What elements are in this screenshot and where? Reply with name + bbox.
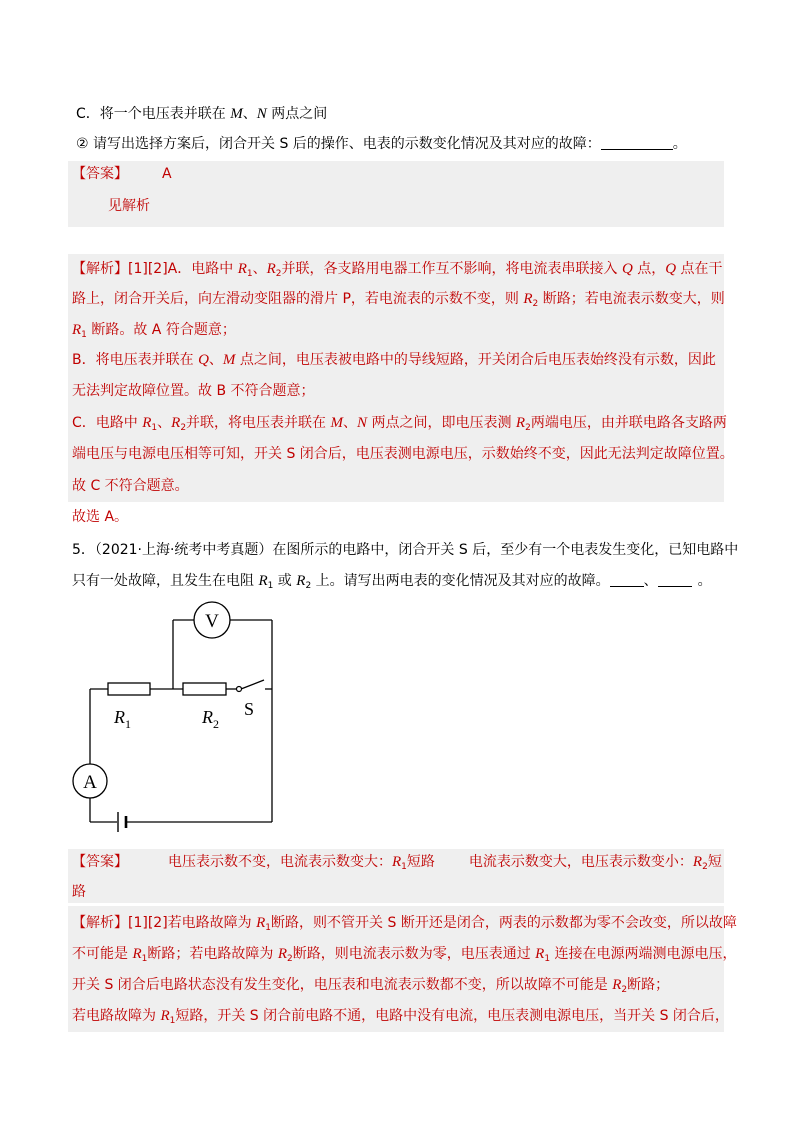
q5-answer-line [72, 852, 722, 872]
q5-stem-line-2: 只有一处故障，且发生在电阻 $R_1$ 或 $R_2$ 上。请写出两电表的变化情况及其对应的故障。 、 。 [72, 573, 712, 591]
q4-analysis-line-4: B．将电压表并联在 Q、M 点之间，电压表被电路中的导线短路，开关闭合后电压表始终没有示数，因此 [72, 352, 716, 368]
q5-answer-line-2: 路 [72, 884, 86, 900]
q5-stem-line-1: 5．（2021·上海·统考中考真题）在图所示的电路中，闭合开关 S 后，至少有一个电表发生变化，已知电路中 [72, 542, 739, 558]
q4-analysis-line-2: 路上，闭合开关后，向左滑动变阻器的滑片 P，若电流表的示数不变，则 $R_2$ 断路；若电流表示数变大，则 [72, 291, 725, 309]
q4-analysis-line-7: 端电压与电源电压相等可知，开关 S 闭合后，电压表测电源电压，示数始终不变，因此无法判定故障位置。 [72, 446, 734, 462]
label-r2: $R_2$ [202, 707, 219, 731]
q4-analysis-line-3: $R_1$ 断路。故 A 符合题意； [72, 322, 236, 340]
answer-value-2: 见解析 [108, 198, 150, 214]
resistor-r1 [108, 683, 150, 695]
q4-answer-line [72, 164, 172, 184]
q4-option-c: C．将一个电压表并联在 M、N 两点之间 [76, 106, 328, 122]
q5-analysis-line-4: 若电路故障为 $R_1$短路，开关 S 闭合前电路不通，电路中没有电流，电压表测电源电压，当开关 S 闭合后， [72, 1008, 729, 1026]
voltmeter [194, 602, 230, 638]
answer-blank-2[interactable] [658, 572, 692, 587]
q5-analysis-line-3: 开关 S 闭合后电路状态没有发生变化，电压表和电流表示数都不变，所以故障不可能是 $R_2$断路； [72, 977, 670, 995]
analysis-tag: 【解析】 [72, 261, 128, 277]
label-r1: $R_1$ [114, 707, 131, 731]
label-switch: S [244, 699, 255, 719]
answer-value-1: A [162, 166, 172, 182]
q5-analysis-line-1: 【解析】[1][2]若电路故障为 $R_1$断路，则不管开关 S 断开还是闭合，两表的示数都为零不会改变，所以故障 [72, 915, 737, 933]
answer-blank-1[interactable] [610, 572, 644, 587]
q4-analysis-line-1: 【解析】[1][2]A．电路中 $R_1$、$R_2$并联，各支路用电器工作互不影响，将电流表串联接入 Q 点，Q 点在干 [72, 261, 723, 279]
answer-blank[interactable] [601, 135, 673, 150]
q4-analysis-line-8: 故 C 不符合题意。 [72, 478, 189, 494]
switch-contact [237, 687, 242, 692]
q5-analysis-line-2: 不可能是 $R_1$断路；若电路故障为 $R_2$断路，则电流表示数为零，电压表通过 $R_1$ 连接在电源两端测电源电压， [72, 946, 737, 964]
q4-final-choice: 故选 A。 [72, 509, 129, 525]
q4-answer-line-2 [108, 196, 150, 216]
battery [118, 812, 126, 832]
answer-value-2: 电流表示数变大，电压表示数变小：$R_2$短 [468, 854, 722, 872]
answer-tag: 【答案】 [72, 166, 128, 182]
answer-tag: 【答案】 [72, 854, 128, 870]
answer-value-1: 电压表示数不变，电流表示数变大：$R_1$短路 [168, 854, 435, 872]
resistor-r2 [183, 683, 226, 695]
analysis-tag: 【解析】 [72, 915, 128, 931]
svg-text:V: V [205, 611, 219, 632]
q4-analysis-line-5: 无法判定故障位置。故 B 不符合题意； [72, 383, 315, 399]
q4-sub-question-2: ② 请写出选择方案后，闭合开关 S 后的操作、电表的示数变化情况及其对应的故障： 。 [76, 136, 687, 152]
circuit-diagram [70, 600, 290, 840]
svg-text:A: A [83, 772, 97, 793]
q4-analysis-line-6: C．电路中 $R_1$、$R_2$并联，将电压表并联在 M、N 两点之间，即电压表测 $R_2$两端电压，由并联电路各支路两 [72, 415, 727, 433]
ammeter [73, 764, 107, 798]
